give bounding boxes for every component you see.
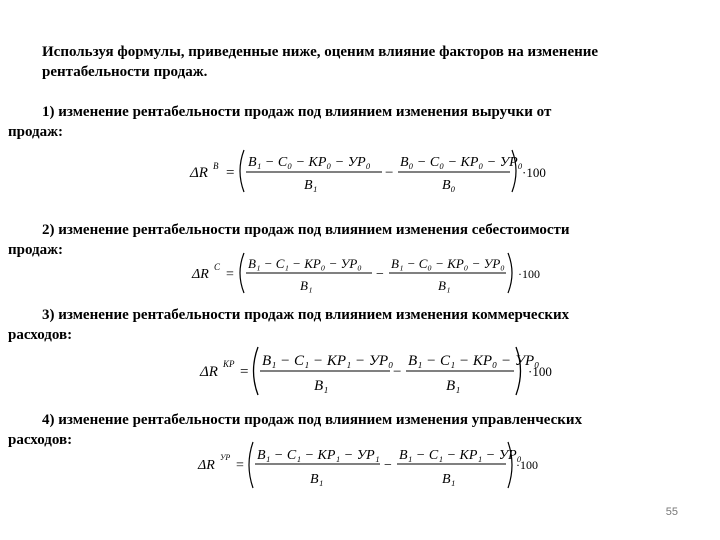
formula-2-num2: B₁ − C₀ − KP₀ − УP₀ [391, 256, 505, 271]
formula-1 [186, 146, 566, 201]
formula-1-eq: = [226, 165, 235, 181]
item-2-line-1: 2) изменение рентабельности продаж под влиянием изменения себестоимости [42, 222, 570, 238]
formula-1-den2: B₀ [442, 178, 456, 193]
formula-4-eq: = [236, 458, 244, 473]
formula-2-num1: B₁ − C₁ − KP₀ − УP₀ [248, 256, 362, 271]
formula-3-num2: B₁ − C₁ − KP₀ − УP₀ [408, 353, 540, 369]
item-3-text [8, 305, 708, 345]
formula-4-lhs: ΔR [198, 458, 215, 473]
intro-line-1: Используя формулы, приведенные ниже, оценим влияние факторов на изменение [42, 44, 599, 60]
formula-3-lparen [254, 347, 259, 395]
formula-2-factor: ·100 [518, 267, 540, 281]
formula-4-factor: ·100 [516, 458, 538, 472]
formula-3-num1: B₁ − C₁ − KP₁ − УP₀ [262, 353, 394, 369]
formula-2-lhs: ΔR [192, 267, 209, 282]
page-number: 55 [665, 506, 678, 518]
item-1-line-1: 1) изменение рентабельности продаж под влиянием изменения выручки от [42, 104, 552, 120]
item-2-line-2: продаж: [8, 242, 64, 258]
formula-4-lparen [249, 442, 253, 488]
formula-1-den1: B₁ [304, 178, 318, 193]
formula-3 [196, 344, 576, 403]
formula-3-den1: B₁ [314, 378, 329, 394]
formula-2 [188, 249, 558, 302]
formula-1-minus: − [385, 165, 394, 181]
formula-3-eq: = [240, 364, 249, 380]
formula-1-lparen [240, 150, 244, 192]
item-4-line-1: 4) изменение рентабельности продаж под влиянием изменения управленческих [42, 412, 583, 428]
formula-2-den2: B₁ [438, 278, 451, 293]
intro-paragraph [42, 42, 718, 82]
formula-4 [194, 439, 574, 496]
item-3-line-2: расходов: [8, 327, 73, 343]
formula-4-svg [194, 439, 574, 491]
item-3-line-1: 3) изменение рентабельности продаж под влиянием изменения коммерческих [42, 307, 570, 323]
formula-4-sup: УP [220, 453, 231, 462]
formula-1-num1: B₁ − C₀ − KP₀ − УP₀ [248, 155, 371, 170]
formula-4-minus: − [384, 458, 392, 473]
formula-2-svg [188, 249, 558, 297]
item-1-text [8, 102, 708, 142]
formula-3-svg [196, 344, 576, 398]
formula-4-den1: B₁ [310, 472, 324, 487]
intro-line-2: рентабельности продаж. [42, 64, 208, 80]
formula-2-den1: B₁ [300, 278, 313, 293]
formula-3-sup: KP [223, 359, 235, 369]
formula-2-eq: = [226, 267, 234, 282]
formula-1-lhs: ΔR [190, 165, 208, 181]
formula-3-minus: − [393, 364, 402, 380]
formula-4-num2: B₁ − C₁ − KP₁ − УP₀ [399, 448, 522, 463]
formula-1-factor: ·100 [522, 165, 546, 180]
formula-2-lparen [240, 253, 244, 293]
formula-2-minus: − [376, 267, 384, 282]
item-1-line-2: продаж: [8, 124, 64, 140]
formula-1-sup: B [213, 161, 219, 171]
formula-3-den2: B₁ [446, 378, 461, 394]
item-4-line-2: расходов: [8, 432, 73, 448]
formula-2-rparen [508, 253, 512, 293]
formula-4-num1: B₁ − C₁ − KP₁ − УP₁ [257, 448, 380, 463]
formula-1-svg [186, 146, 566, 196]
formula-1-num2: B₀ − C₀ − KP₀ − УP₀ [400, 155, 523, 170]
formula-4-den2: B₁ [442, 472, 456, 487]
formula-3-factor: ·100 [528, 364, 552, 379]
formula-2-sup: C [214, 262, 221, 272]
formula-3-lhs: ΔR [200, 364, 218, 380]
